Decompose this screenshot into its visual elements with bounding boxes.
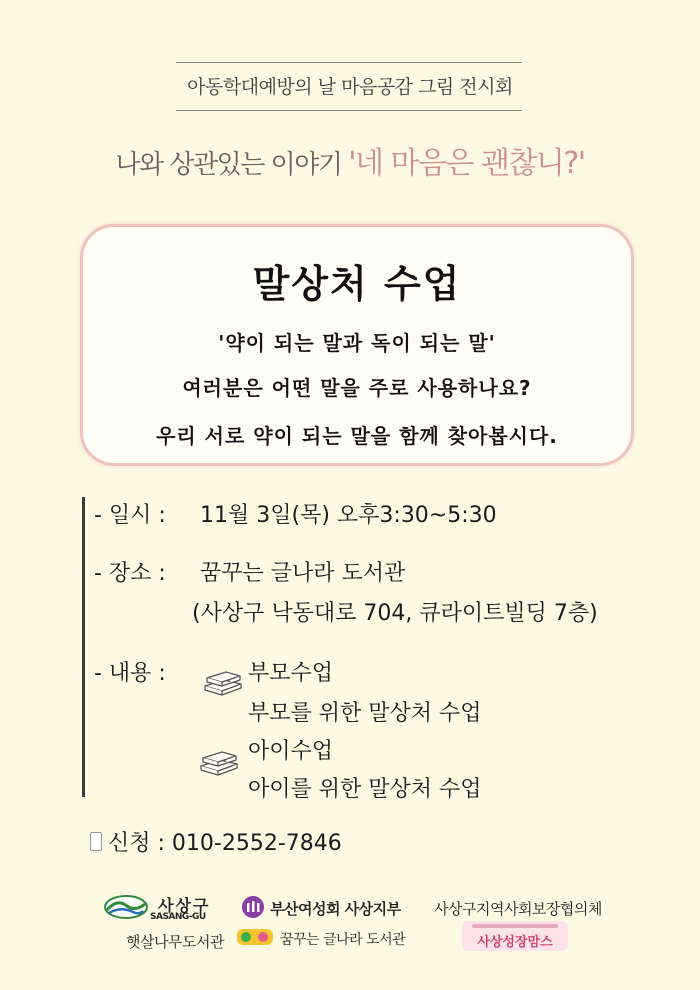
sasang-logo-icon bbox=[103, 894, 149, 920]
details-bar bbox=[82, 497, 85, 797]
books-icon bbox=[202, 664, 244, 696]
item-child-title: 아이수업 bbox=[248, 739, 334, 764]
event-title: 아동학대예방의 날 마음공감 그림 전시회 bbox=[187, 76, 513, 98]
apply-row bbox=[90, 826, 342, 857]
top-rule bbox=[176, 62, 522, 63]
sasang-english: SASANG-GU bbox=[150, 912, 206, 922]
place-address: (사상구 낙동대로 704, 큐라이트빌딩 7층) bbox=[192, 601, 598, 626]
sasang-korean: 사상구 bbox=[158, 896, 211, 915]
class-title: 말상처 수업 bbox=[252, 262, 462, 306]
item-parent-desc: 부모를 위한 말상처 수업 bbox=[248, 701, 482, 726]
bottom-rule bbox=[176, 110, 522, 111]
women-assoc: 부산여성회 사상지부 bbox=[270, 900, 401, 918]
date-value: 11월 3일(목) 오후3:30~5:30 bbox=[200, 503, 497, 528]
card-line-3: 우리 서로 약이 되는 말을 함께 찾아봅시다. bbox=[156, 424, 558, 448]
council-logo-text: 사상성장맘스 bbox=[477, 935, 553, 950]
apply-text: 신청 : 010-2552-7846 bbox=[108, 831, 342, 856]
phone-icon bbox=[90, 832, 102, 851]
content-label: - 내용 : bbox=[94, 661, 166, 686]
item-parent-title: 부모수업 bbox=[248, 661, 334, 686]
books-icon bbox=[198, 744, 240, 776]
subtitle bbox=[0, 138, 700, 182]
place-value: 꿈꾸는 글나라 도서관 bbox=[200, 561, 406, 586]
council-logo bbox=[462, 921, 568, 951]
class-card bbox=[80, 224, 634, 466]
library-1: 햇살나무도서관 bbox=[126, 933, 224, 951]
place-label: - 장소 : bbox=[94, 561, 166, 586]
women-assoc-icon bbox=[240, 895, 266, 919]
card-line-1: '약이 되는 말과 독이 되는 말' bbox=[218, 331, 496, 355]
subtitle-prefix: 나와 상관있는 이야기 bbox=[115, 150, 342, 180]
card-line-2: 여러분은 어떤 말을 주로 사용하나요? bbox=[182, 376, 532, 400]
item-child-desc: 아이를 위한 말상처 수업 bbox=[248, 777, 482, 802]
council-name: 사상구지역사회보장협의체 bbox=[434, 900, 602, 918]
library-2: 꿈꾸는 글나라 도서관 bbox=[280, 932, 406, 948]
date-label: - 일시 : bbox=[94, 503, 166, 528]
library-2-icon bbox=[236, 927, 274, 947]
subtitle-quote: '네 마음은 괜찮니?' bbox=[348, 146, 585, 181]
